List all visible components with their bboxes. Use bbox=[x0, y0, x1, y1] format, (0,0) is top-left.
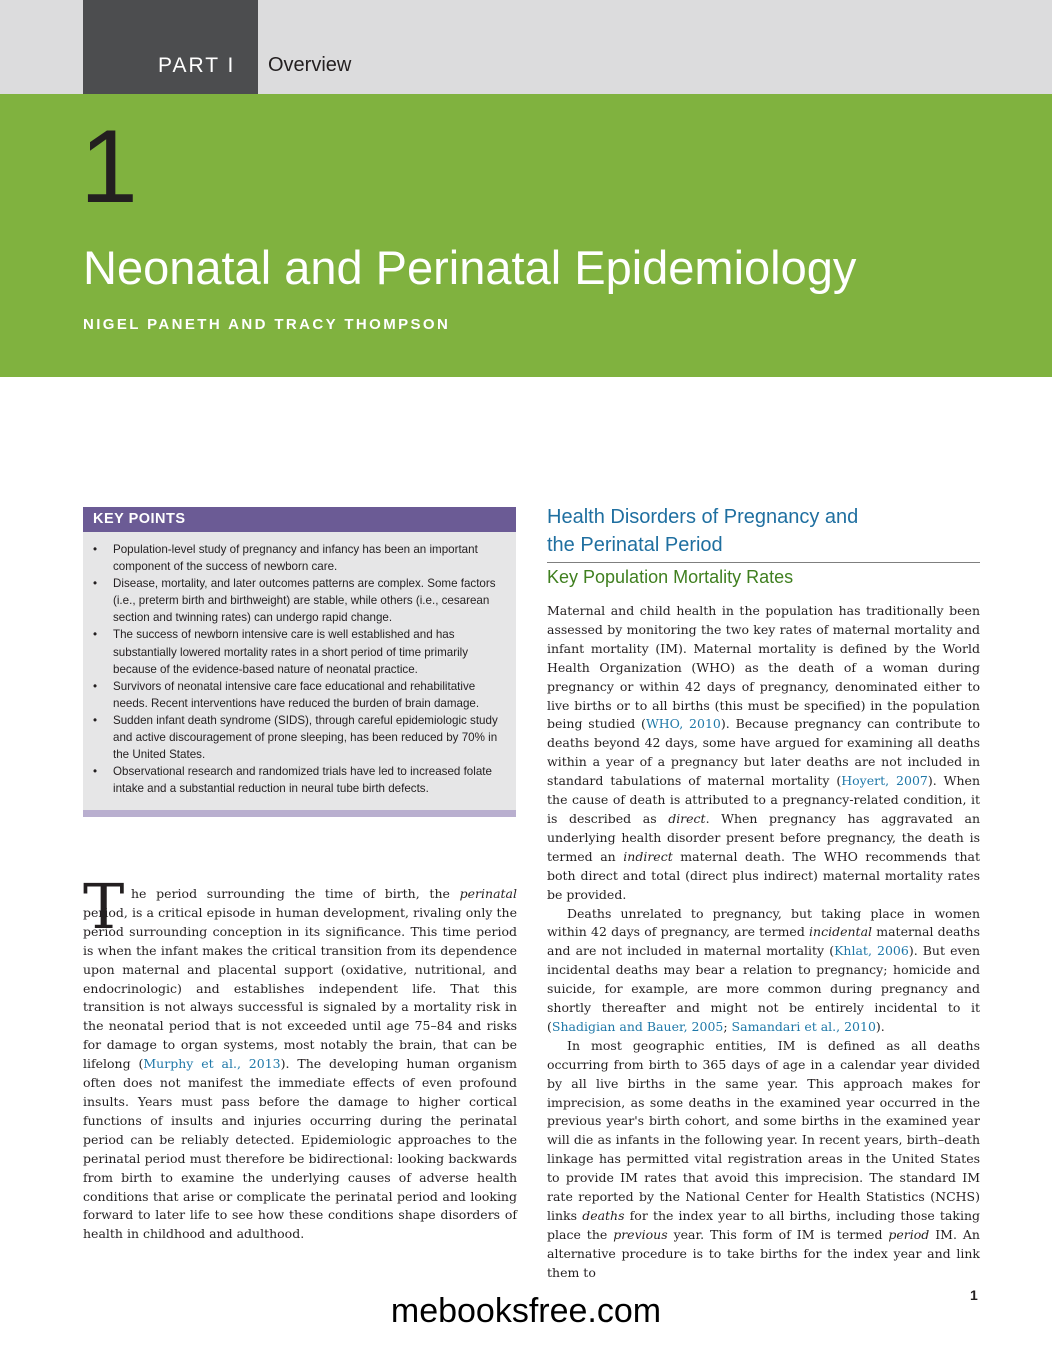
part-label-box bbox=[83, 0, 258, 94]
paragraph-incidental-deaths: Deaths unrelated to pregnancy, but taking place in women within 42 days of pregnancy, are termed incidental maternal deaths and are not included in maternal mortality (Khlat, 2006). But even incidental deaths may bear a relation to pregnancy; homicide and suicide, for example, are more common during pregnancy and shortly thereafter and might not be entirely incidental to it (Shadigian and Bauer, 2005; Samandari et al., 2010). bbox=[547, 905, 981, 1034]
chapter-banner bbox=[0, 94, 1052, 377]
citation-link[interactable]: Khlat, 2006 bbox=[834, 943, 909, 959]
citation-link[interactable]: WHO, 2010 bbox=[645, 716, 721, 732]
key-point-item: • Disease, mortality, and later outcomes patterns are complex. Some factors (i.e., preterm birth and birthweight) are stable, while others (i.e., cesarean section and twinning rates) can undergo rapid change. bbox=[93, 575, 508, 626]
section-divider bbox=[547, 562, 980, 563]
key-point-item: • Sudden infant death syndrome (SIDS), through careful epidemiologic study and active discouragement of prone sleeping, has been reduced by 70% in the United States. bbox=[93, 712, 508, 763]
chapter-title: Neonatal and Perinatal Epidemiology bbox=[83, 241, 857, 294]
key-point-item: • Survivors of neonatal intensive care face educational and rehabilitative needs. Recent interventions have reduced the burden of brain damage. bbox=[93, 678, 508, 712]
page-number: 1 bbox=[970, 1287, 978, 1303]
paragraph-maternal-mortality: Maternal and child health in the population has traditionally been assessed by monitoring the two key rates of maternal mortality and infant mortality (IM). Maternal mortality is defined by the World Health Organization (WHO) as the death of a woman during pregnancy or within 42 days of pregnancy, denominated either to live births or to all births (this must be specified) in the population being studied (WHO, 2010). Because pregnancy can contribute to deaths beyond 42 days, some have argued for examining all deaths within a year of a pregnancy but later deaths are not included in standard tabulations of maternal mortality (Hoyert, 2007). When the cause of death is attributed to a pregnancy-related condition, it is described as direct. When pregnancy has aggravated an underlying health disorder present before pregnancy, the death is termed an indirect maternal death. The WHO recommends that both direct and total (direct plus indirect) maternal mortality rates be provided. bbox=[547, 603, 981, 902]
intro-paragraph: he period surrounding the time of birth, the perinatal period, is a critical episode in human development, rivaling only the period surrounding conception in its significance. This time period is when the infant makes the critical transition from its dependence upon maternal and placental support (oxidative, nutritional, and endocrinologic) and establishes independent life. That this transition is not always successful is signaled by a mortality risk in the neonatal period that is not exceeded until age 75–84 and risks for damage to organ systems, most notably the brain, that can be lifelong (Murphy et al., 2013). The developing human organism often does not manifest the immediate effects of even profound insults. Years must pass before the damage to higher cortical functions of insults and injuries occurring during the perinatal period can be reliably detected. Epidemiologic approaches to the perinatal period must therefore be bidirectional: looking backwards from birth to examine the underlying causes of adverse health conditions that arise or complicate the perinatal period and looking forward to later life to see how these conditions shape disorders of health in childhood and adulthood. bbox=[83, 886, 517, 1242]
key-points-list bbox=[93, 541, 508, 797]
key-point-item: • The success of newborn intensive care is well established and has substantially lowered mortality rates in a short period of time primarily because of the evidence-based nature of neonatal practice. bbox=[93, 626, 508, 677]
key-point-item: • Population-level study of pregnancy and infancy has been an important component of the success of newborn care. bbox=[93, 541, 508, 575]
drop-cap: T bbox=[83, 870, 125, 943]
watermark-text: mebooksfree.com bbox=[390, 1292, 662, 1330]
body-column-right bbox=[547, 602, 980, 1283]
part-label: PART I bbox=[158, 54, 236, 77]
citation-link[interactable]: Samandari et al., 2010 bbox=[731, 1018, 876, 1034]
key-points-bottom-bar bbox=[83, 810, 516, 817]
chapter-number: 1 bbox=[80, 109, 138, 225]
citation-link[interactable]: Shadigian and Bauer, 2005 bbox=[551, 1018, 724, 1034]
paragraph-infant-mortality: In most geographic entities, IM is defined as all deaths occurring from birth to 365 days of age in a calendar year divided by all live births in the same year. This approach makes for imprecision, as some deaths in the examined year occurred in the previous year's birth cohort, and some births in the examined year will die as infants in the following year. In recent years, birth–death linkage has permitted vital registration areas in the United States to provide IM rates that avoid this imprecision. The standard IM rate reported by the National Center for Health Statistics (NCHS) links deaths for the index year to all births, including those taking place the previous year. This form of IM is termed period IM. An alternative procedure is to take births for the index year and link them to bbox=[547, 1037, 981, 1280]
section-subheading: Key Population Mortality Rates bbox=[547, 567, 794, 587]
chapter-authors: NIGEL PANETH AND TRACY THOMPSON bbox=[83, 316, 451, 333]
key-points-title: KEY POINTS bbox=[93, 511, 186, 527]
part-name: Overview bbox=[268, 54, 352, 76]
citation-link[interactable]: Hoyert, 2007 bbox=[841, 773, 928, 789]
key-point-item: • Observational research and randomized trials have led to increased folate intake and a substantial reduction in neural tube birth defects. bbox=[93, 763, 508, 797]
citation-link[interactable]: Murphy et al., 2013 bbox=[143, 1056, 281, 1072]
section-heading: Health Disorders of Pregnancy and the Perinatal Period bbox=[547, 506, 859, 556]
